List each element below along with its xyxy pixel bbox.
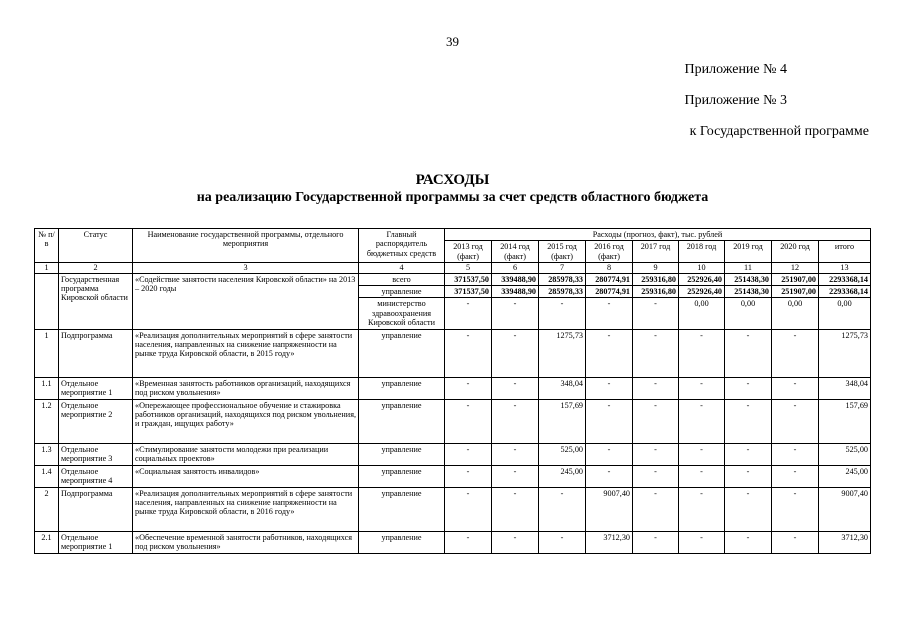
value-cell: 0,00 xyxy=(772,298,819,329)
header-year: 2017 год xyxy=(633,241,679,263)
row-manager: управление xyxy=(359,329,445,377)
row-name: «Реализация дополнительных мероприятий в сфере занятости населения, направленных на снижение напряженности на рынке труда Кировской области, в 2015 году» xyxy=(133,329,359,377)
value-cell: 339488,90 xyxy=(492,273,539,285)
index-cell: 8 xyxy=(586,263,633,273)
value-cell: - xyxy=(539,298,586,329)
program-manager: всего xyxy=(359,273,445,285)
value-cell: - xyxy=(633,329,679,377)
row-name: «Стимулирование занятости молодежи при реализации социальных проектов» xyxy=(133,443,359,465)
program-num xyxy=(35,273,59,329)
row-status: Отдельное мероприятие 3 xyxy=(59,443,133,465)
header-status: Статус xyxy=(59,229,133,263)
row-status: Отдельное мероприятие 1 xyxy=(59,377,133,399)
table-header xyxy=(35,229,871,263)
header-year: 2020 год xyxy=(772,241,819,263)
index-cell: 6 xyxy=(492,263,539,273)
table-row xyxy=(35,399,871,443)
index-cell: 10 xyxy=(679,263,725,273)
table-row xyxy=(35,487,871,531)
value-cell: - xyxy=(679,377,725,399)
value-cell: 3712,30 xyxy=(819,531,871,553)
value-cell: 251438,30 xyxy=(725,273,772,285)
page-number: 39 xyxy=(446,34,459,49)
value-cell: - xyxy=(586,329,633,377)
table-row xyxy=(35,377,871,399)
value-cell: - xyxy=(772,487,819,531)
value-cell: - xyxy=(539,531,586,553)
value-cell: - xyxy=(445,487,492,531)
value-cell: - xyxy=(633,465,679,487)
table-body xyxy=(35,263,871,553)
value-cell: 0,00 xyxy=(679,298,725,329)
value-cell: - xyxy=(725,329,772,377)
value-cell: - xyxy=(772,329,819,377)
value-cell: 245,00 xyxy=(539,465,586,487)
value-cell: - xyxy=(586,377,633,399)
index-cell: 12 xyxy=(772,263,819,273)
index-cell: 13 xyxy=(819,263,871,273)
value-cell: - xyxy=(679,487,725,531)
row-manager: управление xyxy=(359,531,445,553)
value-cell: 9007,40 xyxy=(819,487,871,531)
value-cell: - xyxy=(679,329,725,377)
value-cell: - xyxy=(445,298,492,329)
value-cell: 259316,80 xyxy=(633,273,679,285)
appendix-line-3: к Государственной программе xyxy=(689,124,869,139)
header-num: № п/в xyxy=(35,229,59,263)
value-cell: 0,00 xyxy=(725,298,772,329)
row-status: Отдельное мероприятие 4 xyxy=(59,465,133,487)
row-name: «Временная занятость работников организаций, находящихся под риском увольнения» xyxy=(133,377,359,399)
value-cell: 251907,00 xyxy=(772,286,819,298)
value-cell: - xyxy=(633,298,679,329)
value-cell: - xyxy=(492,465,539,487)
value-cell: - xyxy=(725,399,772,443)
table-row xyxy=(35,443,871,465)
appendix-line-2: Приложение № 3 xyxy=(684,93,787,108)
value-cell: - xyxy=(772,443,819,465)
value-cell: - xyxy=(445,377,492,399)
program-manager: министерство здравоохранения Кировской области xyxy=(359,298,445,329)
document-subtitle: на реализацию Государственной программы за счет средств областного бюджета xyxy=(196,190,709,205)
index-cell: 9 xyxy=(633,263,679,273)
value-cell: - xyxy=(633,399,679,443)
header-manager: Главный распорядитель бюджетных средств xyxy=(359,229,445,263)
appendix-line-1: Приложение № 4 xyxy=(684,62,787,77)
index-cell: 2 xyxy=(59,263,133,273)
value-cell: 280774,91 xyxy=(586,273,633,285)
value-cell: 252926,40 xyxy=(679,273,725,285)
value-cell: - xyxy=(772,531,819,553)
value-cell: 348,04 xyxy=(539,377,586,399)
value-cell: - xyxy=(633,487,679,531)
index-cell: 5 xyxy=(445,263,492,273)
index-cell: 1 xyxy=(35,263,59,273)
value-cell: - xyxy=(679,399,725,443)
value-cell: 371537,50 xyxy=(445,286,492,298)
row-status: Подпрограмма xyxy=(59,487,133,531)
document-title: РАСХОДЫ xyxy=(415,172,490,188)
row-num: 1.3 xyxy=(35,443,59,465)
value-cell: - xyxy=(492,377,539,399)
header-name: Наименование государственной программы, отдельного мероприятия xyxy=(133,229,359,263)
program-name: «Содействие занятости населения Кировской области» на 2013 – 2020 годы xyxy=(133,273,359,329)
value-cell: 339488,90 xyxy=(492,286,539,298)
header-year: 2014 год (факт) xyxy=(492,241,539,263)
value-cell: - xyxy=(539,487,586,531)
index-row xyxy=(35,263,871,273)
row-num: 2.1 xyxy=(35,531,59,553)
value-cell: - xyxy=(725,377,772,399)
table-row xyxy=(35,465,871,487)
header-year: 2016 год (факт) xyxy=(586,241,633,263)
value-cell: - xyxy=(633,377,679,399)
value-cell: - xyxy=(492,487,539,531)
row-num: 1 xyxy=(35,329,59,377)
value-cell: - xyxy=(492,531,539,553)
value-cell: - xyxy=(586,399,633,443)
row-status: Подпрограмма xyxy=(59,329,133,377)
value-cell: - xyxy=(725,531,772,553)
value-cell: - xyxy=(725,487,772,531)
value-cell: 285978,33 xyxy=(539,286,586,298)
value-cell: - xyxy=(772,377,819,399)
program-row xyxy=(35,273,871,285)
program-status: Государственная программа Кировской области xyxy=(59,273,133,329)
header-year: 2018 год xyxy=(679,241,725,263)
value-cell: - xyxy=(679,443,725,465)
row-num: 1.1 xyxy=(35,377,59,399)
value-cell: 525,00 xyxy=(539,443,586,465)
header-expenses: Расходы (прогноз, факт), тыс. рублей xyxy=(445,229,871,241)
header-year: 2013 год (факт) xyxy=(445,241,492,263)
value-cell: - xyxy=(586,298,633,329)
value-cell: 252926,40 xyxy=(679,286,725,298)
value-cell: - xyxy=(445,465,492,487)
row-status: Отдельное мероприятие 2 xyxy=(59,399,133,443)
value-cell: - xyxy=(586,443,633,465)
value-cell: - xyxy=(679,531,725,553)
value-cell: 251907,00 xyxy=(772,273,819,285)
value-cell: 157,69 xyxy=(819,399,871,443)
header-year: итого xyxy=(819,241,871,263)
value-cell: - xyxy=(772,465,819,487)
value-cell: 9007,40 xyxy=(586,487,633,531)
row-num: 1.4 xyxy=(35,465,59,487)
row-manager: управление xyxy=(359,399,445,443)
row-status: Отдельное мероприятие 1 xyxy=(59,531,133,553)
value-cell: 371537,50 xyxy=(445,273,492,285)
value-cell: 2293368,14 xyxy=(819,286,871,298)
row-name: «Обеспечение временной занятости работников, находящихся под риском увольнения» xyxy=(133,531,359,553)
row-manager: управление xyxy=(359,487,445,531)
table-row xyxy=(35,531,871,553)
value-cell: - xyxy=(586,465,633,487)
value-cell: - xyxy=(633,443,679,465)
row-name: «Социальная занятость инвалидов» xyxy=(133,465,359,487)
value-cell: - xyxy=(772,399,819,443)
value-cell: 157,69 xyxy=(539,399,586,443)
value-cell: - xyxy=(492,399,539,443)
value-cell: - xyxy=(633,531,679,553)
program-manager: управление xyxy=(359,286,445,298)
value-cell: 280774,91 xyxy=(586,286,633,298)
row-manager: управление xyxy=(359,377,445,399)
index-cell: 11 xyxy=(725,263,772,273)
row-num: 1.2 xyxy=(35,399,59,443)
value-cell: 1275,73 xyxy=(819,329,871,377)
value-cell: 525,00 xyxy=(819,443,871,465)
index-cell: 4 xyxy=(359,263,445,273)
value-cell: - xyxy=(725,465,772,487)
value-cell: 348,04 xyxy=(819,377,871,399)
value-cell: 259316,80 xyxy=(633,286,679,298)
index-cell: 7 xyxy=(539,263,586,273)
value-cell: - xyxy=(445,329,492,377)
value-cell: 1275,73 xyxy=(539,329,586,377)
value-cell: 3712,30 xyxy=(586,531,633,553)
value-cell: - xyxy=(445,399,492,443)
value-cell: - xyxy=(492,298,539,329)
value-cell: - xyxy=(725,443,772,465)
index-cell: 3 xyxy=(133,263,359,273)
row-manager: управление xyxy=(359,465,445,487)
row-manager: управление xyxy=(359,443,445,465)
row-name: «Реализация дополнительных мероприятий в сфере занятости населения, направленных на снижение напряженности на рынке труда Кировской области, в 2016 году» xyxy=(133,487,359,531)
value-cell: 285978,33 xyxy=(539,273,586,285)
expenses-table xyxy=(34,228,871,554)
row-name: «Опережающее профессиональное обучение и стажировка работников организаций, находящихся под риском увольнения, и граждан, ищущих работу» xyxy=(133,399,359,443)
row-num: 2 xyxy=(35,487,59,531)
value-cell: - xyxy=(492,443,539,465)
value-cell: 0,00 xyxy=(819,298,871,329)
value-cell: 251438,30 xyxy=(725,286,772,298)
header-year: 2019 год xyxy=(725,241,772,263)
value-cell: 245,00 xyxy=(819,465,871,487)
value-cell: 2293368,14 xyxy=(819,273,871,285)
header-year: 2015 год (факт) xyxy=(539,241,586,263)
value-cell: - xyxy=(445,443,492,465)
value-cell: - xyxy=(679,465,725,487)
table-row xyxy=(35,329,871,377)
value-cell: - xyxy=(445,531,492,553)
value-cell: - xyxy=(492,329,539,377)
